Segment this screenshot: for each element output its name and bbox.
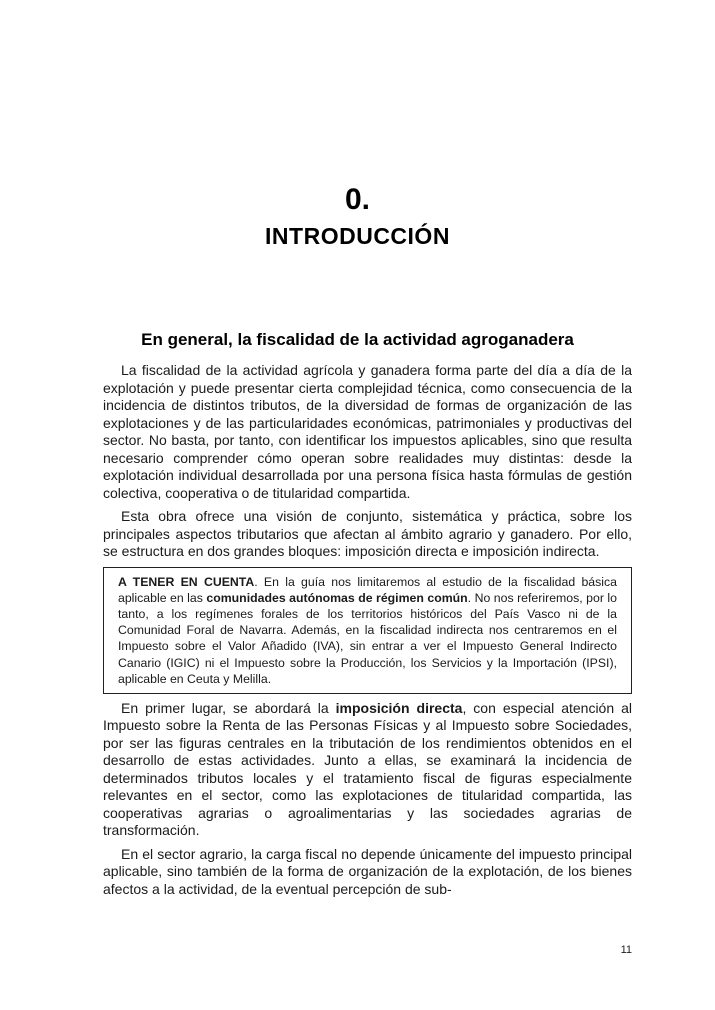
body-text bbox=[103, 362, 632, 904]
paragraph-3 bbox=[103, 700, 632, 840]
paragraph-3-end: , con especial atención al Impuesto sobre la Renta de las Personas Físicas y al Impuesto sobre Sociedades, por ser las figuras centrales en la tributación de los rendimientos obtenidos en el desarrollo de estas actividades. Junto a ellas, se examinará la incidencia de determinados tributos locales y el tratamiento fiscal de figuras especialmente relevantes en el sector, como las explotaciones de titularidad compartida, las cooperativas agrarias o agroalimentarias y las sociedades agrarias de transformación. bbox=[103, 699, 633, 839]
paragraph-4: En el sector agrario, la carga fiscal no depende únicamente del impuesto principal aplicable, sino también de la forma de organización de la explotación, de los bienes afectos a la actividad, de la eventual percepción de sub- bbox=[103, 845, 632, 897]
section-heading: En general, la fiscalidad de la actividad agroganadera bbox=[141, 330, 574, 349]
chapter-number: 0. bbox=[344, 183, 371, 216]
paragraph-3-bold: imposición directa bbox=[335, 699, 463, 716]
paragraph-1: La fiscalidad de la actividad agrícola y ganadera forma parte del día a día de la explotación y puede presentar cierta complejidad técnica, como consecuencia de la incidencia de distintos tributos, de la diversidad de formas de organización de las explotaciones y de las particularidades económicas, patrimoniales y productivas del sector. No basta, por tanto, con identificar los impuestos aplicables, sino que resulta necesario comprender cómo operan sobre realidades muy distintas: desde la explotación individual desarrollada por una persona física hasta fórmulas de gestión colectiva, cooperativa o de titularidad compartida. bbox=[103, 362, 632, 501]
note-label: A TENER EN CUENTA bbox=[118, 574, 255, 589]
paragraph-3-start: En primer lugar, se abordará la bbox=[121, 699, 336, 716]
note-box bbox=[103, 567, 632, 694]
page-number: 11 bbox=[620, 944, 632, 956]
note-bold-text: comunidades autónomas de régimen común bbox=[206, 590, 468, 605]
note-text-part-2: . No nos referiremos, por lo tanto, a los regímenes forales de los territorios históricos del País Vasco ni de la Comunidad Foral de Navarra. Además, en la fiscalidad indirecta nos centraremos en el Impuesto sobre el Valor Añadido (IVA), sin entrar a ver el Impuesto General Indirecto Canario (IGIC) ni el Impuesto sobre la Producción, los Servicios y la Importación (IPSI), aplicable en Ceuta y Melilla. bbox=[118, 590, 617, 686]
note-text-part-1: . En la guía nos limitaremos al estudio de la fiscalidad básica aplicable en las bbox=[118, 574, 617, 605]
chapter-title: INTRODUCCIÓN bbox=[265, 223, 450, 249]
paragraph-2: Esta obra ofrece una visión de conjunto, sistemática y práctica, sobre los principales aspectos tributarios que afectan al ámbito agrario y ganadero. Por ello, se estructura en dos grandes bloques: imposición directa e imposición indirecta. bbox=[103, 508, 632, 559]
